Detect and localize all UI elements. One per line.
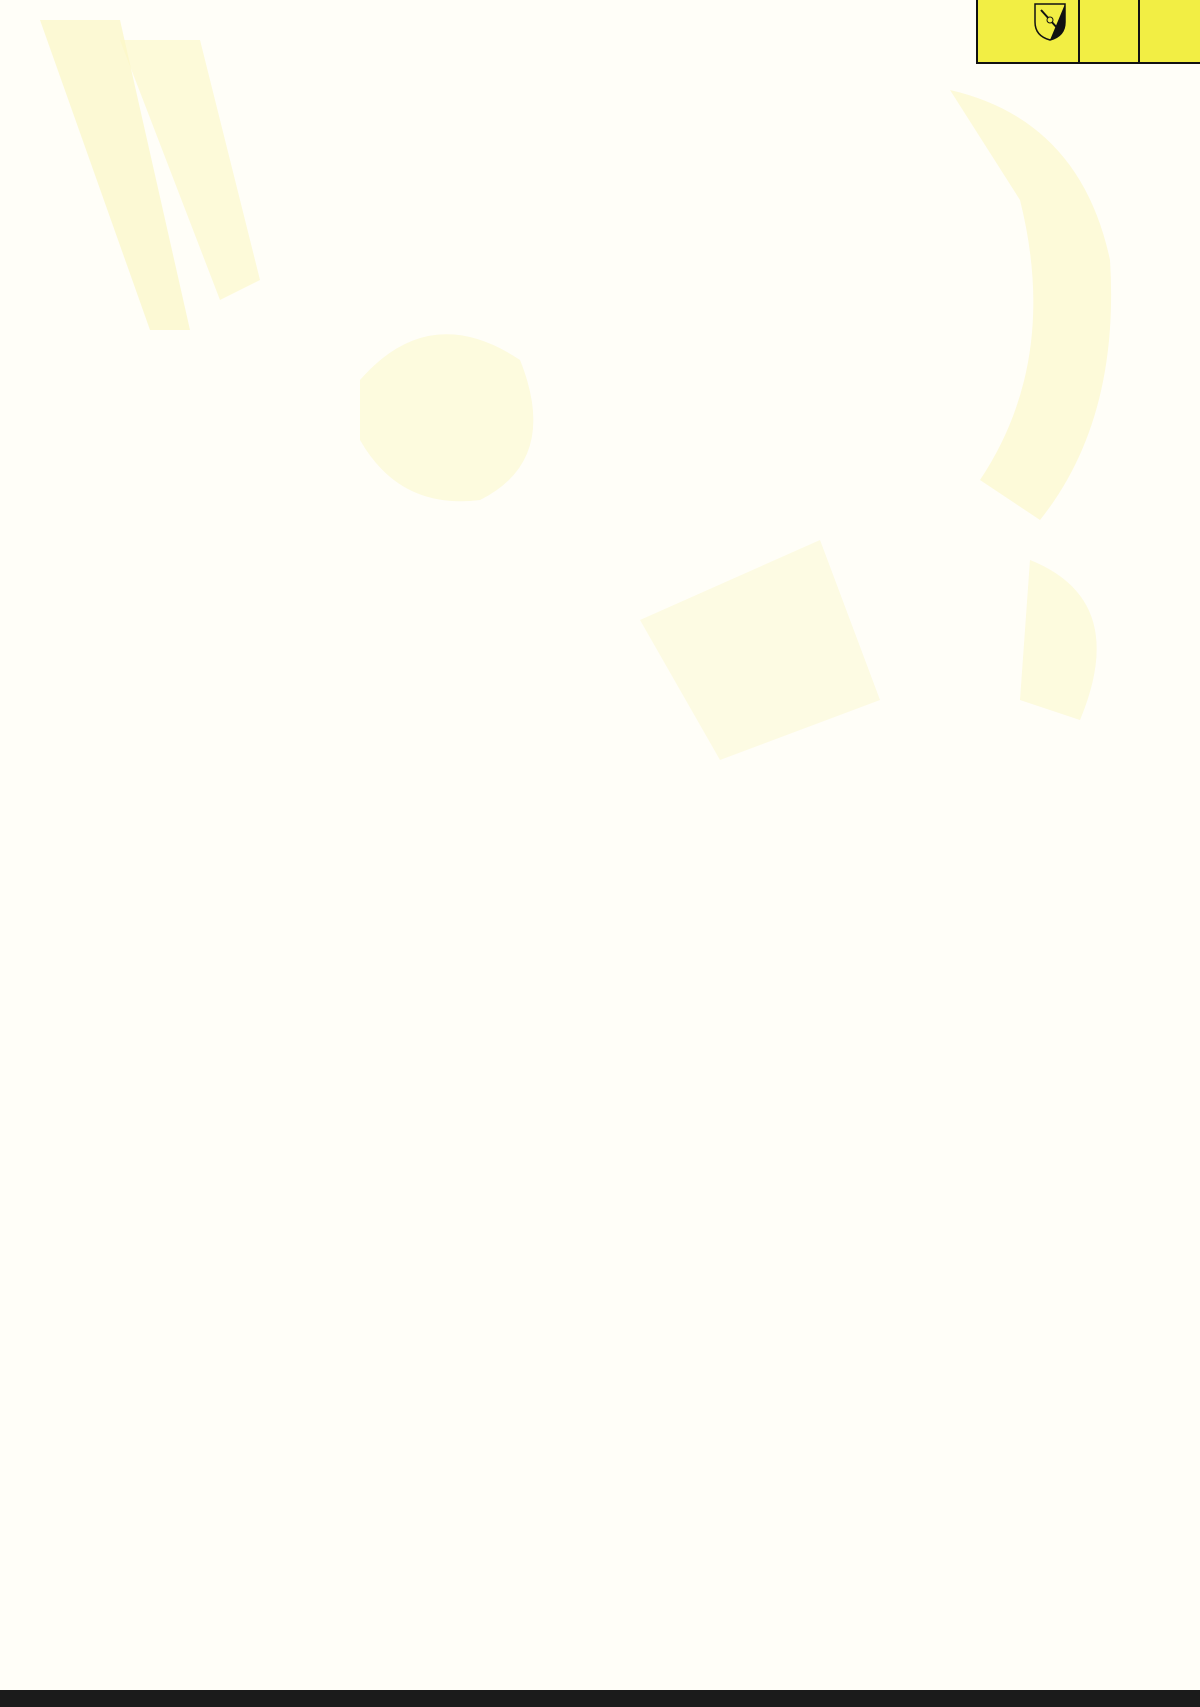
section-text: [137, 1358, 615, 1377]
sammelstellen-section: [137, 760, 617, 931]
hours-row: [137, 779, 617, 798]
tab-divider: [1138, 0, 1140, 62]
section-text: [137, 1451, 615, 1470]
hours-row: [137, 855, 617, 874]
coat-of-arms-icon: [1033, 2, 1067, 42]
municipal-crest-tab: [976, 0, 1200, 64]
hours-row: [137, 893, 617, 912]
bibliothek-section: [137, 1358, 615, 1377]
background-watermark-shapes: [0, 0, 1200, 800]
hours-row: [137, 912, 617, 931]
tab-divider: [1078, 0, 1080, 62]
hours-row: [137, 798, 617, 817]
fund-section: [137, 1451, 615, 1470]
hours-row: [137, 817, 617, 836]
hours-row: [137, 874, 617, 893]
